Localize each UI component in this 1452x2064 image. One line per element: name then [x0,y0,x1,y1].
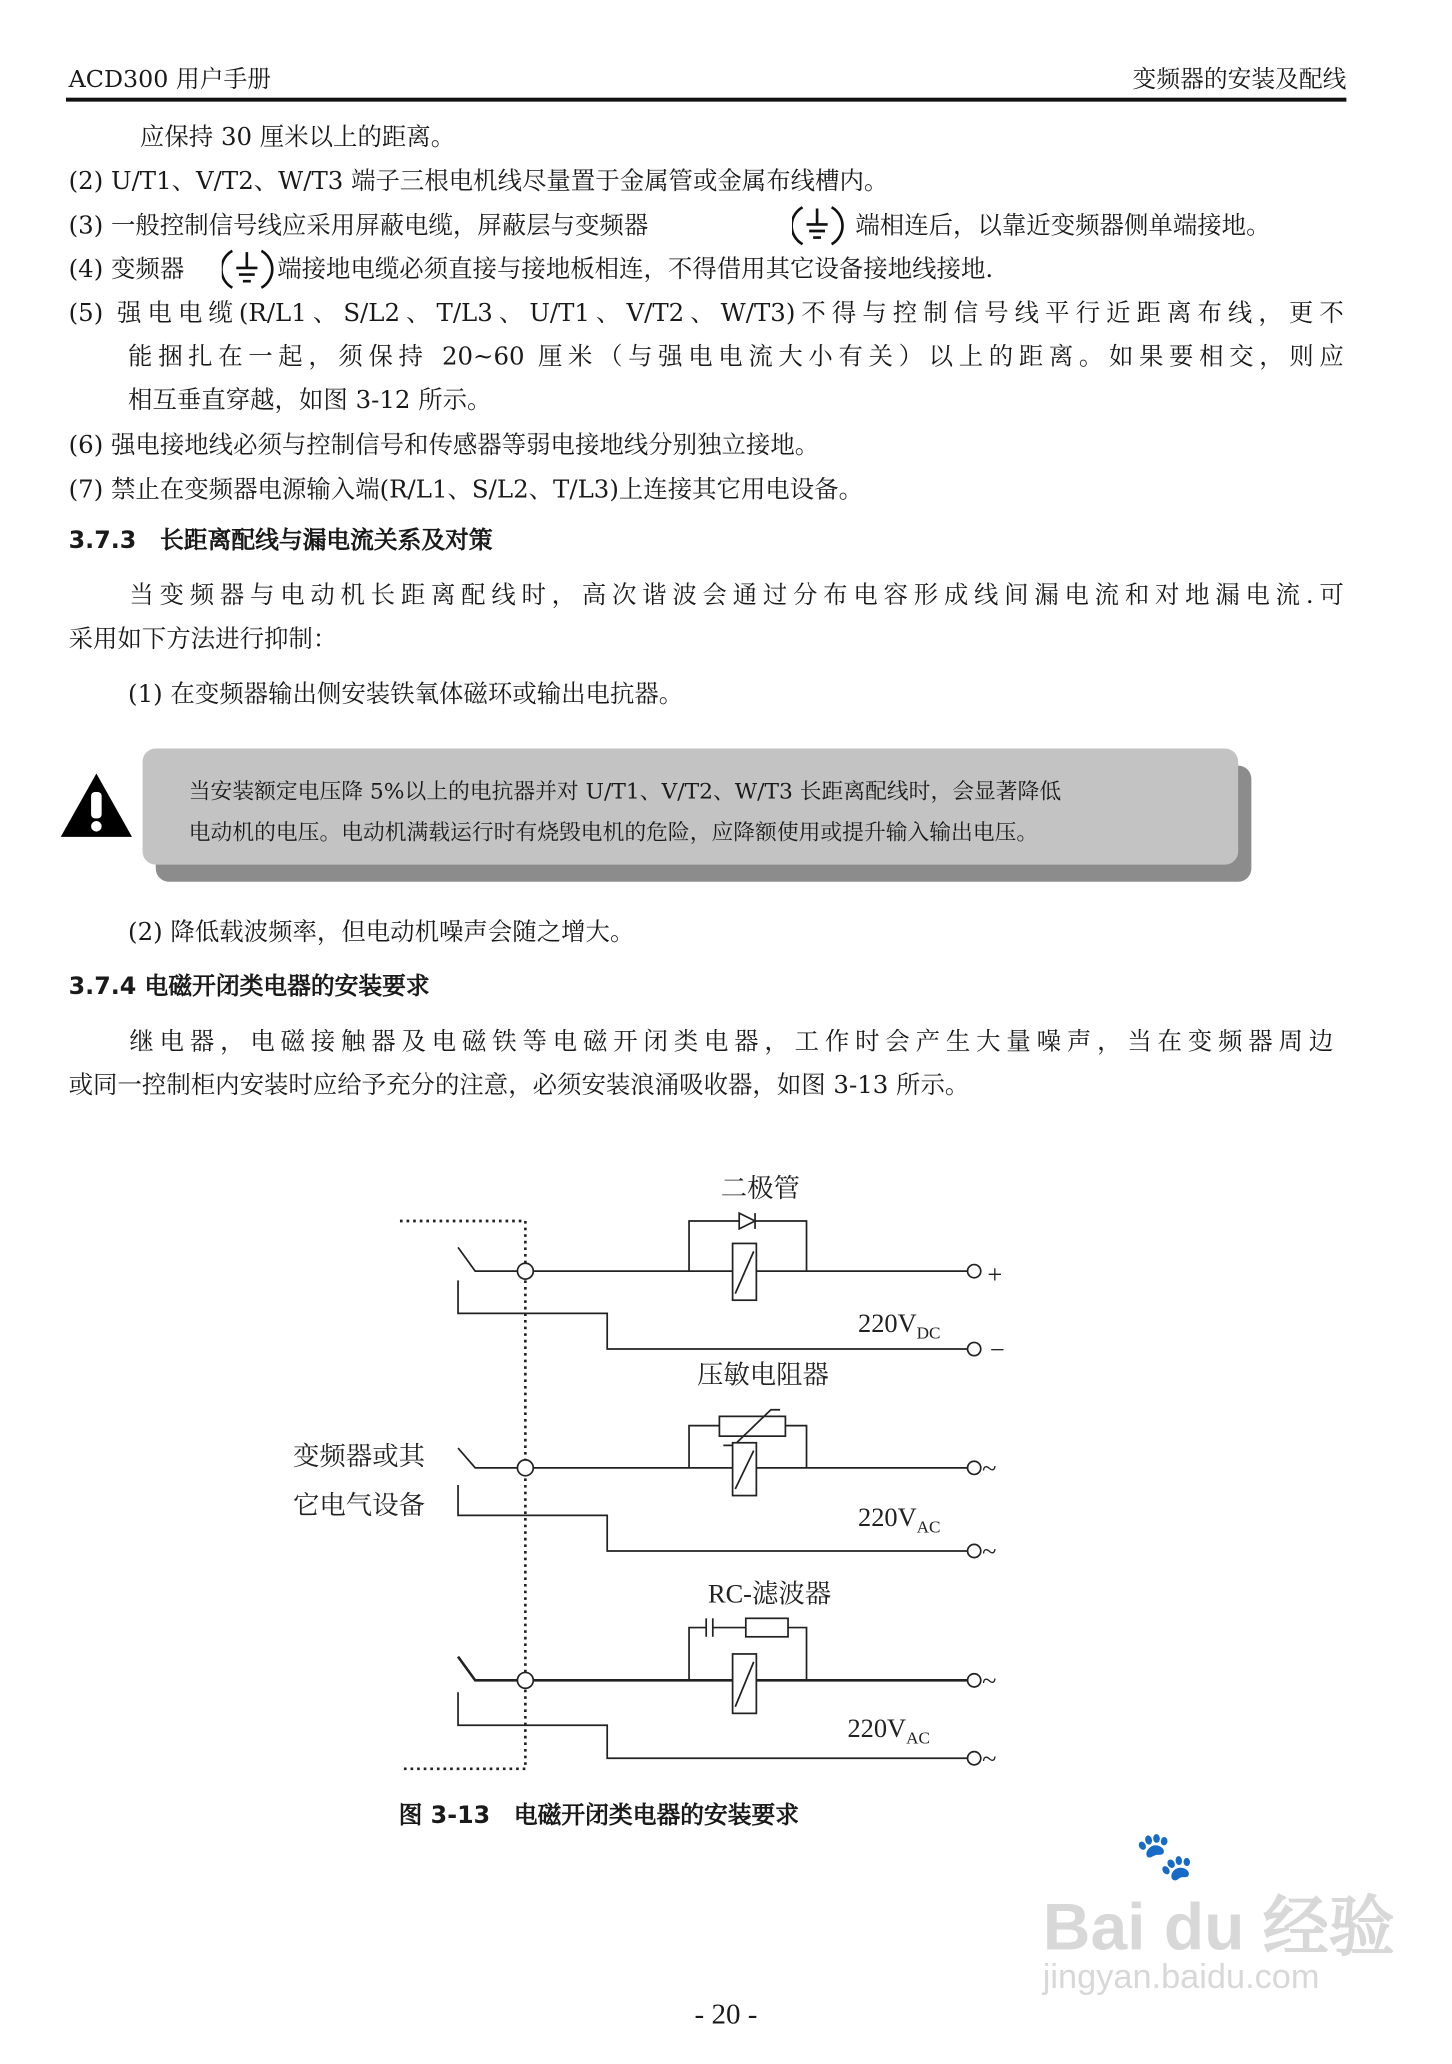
ac-terminal: ~ [982,1453,997,1484]
row1-line [458,1247,968,1271]
text-line: 能捆扎在一起，须保持 20~60 厘米（与强电电流大小有关）以上的距离。如果要相交，则应 [128,343,1344,371]
resistor-icon [746,1618,788,1636]
figure-caption: 图 3-13 电磁开闭类电器的安装要求 [398,1801,800,1830]
watermark-url: jingyan.baidu.com [1042,1956,1320,1996]
paragraph-line: 采用如下方法进行抑制： [68,625,338,654]
text-line: 端相连后，以靠近变频器侧单端接地。 [855,212,1271,241]
minus-terminal: − [990,1334,1005,1365]
voltage-label-dc: $220V_{DC}$ [858,1307,941,1343]
text-line: 应保持 30 厘米以上的距离。 [139,124,456,152]
ac-terminal: ~ [982,1536,997,1567]
paragraph-line: 继电器，电磁接触器及电磁铁等电磁开闭类电器，工作时会产生大量噪声，当在变频器周边 [129,1028,1334,1056]
rc-filter-label: RC-滤波器 [707,1578,832,1609]
header-right: 变频器的安装及配线 [1132,66,1347,94]
section-heading: 3.7.3 长距离配线与漏电流关系及对策 [68,526,493,555]
page-number: - 20 - [694,1997,758,2031]
row3-line [458,1657,968,1681]
device-label: 它电气设备 [293,1490,425,1521]
voltage-label-ac: $220V_{AC}$ [858,1501,941,1537]
list-item: (2) U/T1、V/T2、W/T3 端子三根电机线尽量置于金属管或金属布线槽内。 [68,167,889,196]
list-item: (3) 一般控制信号线应采用屏蔽电缆，屏蔽层与变频器 [68,212,649,241]
list-item: (5) 强电电缆(R/L1、S/L2、T/L3、U/T1、V/T2、W/T3)不得与控制信号线平行近距离布线，更不 [68,299,1344,328]
text-line: 端接地电缆必须直接与接地板相连，不得借用其它设备接地线接地. [277,256,994,284]
text-line: 相互垂直穿越，如图 3-12 所示。 [128,386,492,415]
list-item: (7) 禁止在变频器电源输入端(R/L1、S/L2、T/L3)上连接其它用电设备。 [68,476,864,505]
varistor-label: 压敏电阻器 [696,1359,829,1390]
list-item: (4) 变频器 [68,256,185,284]
ac-terminal: ~ [982,1743,997,1774]
list-item: (6) 强电接地线必须与控制信号和传感器等弱电接地线分别独立接地。 [68,431,820,460]
diode-label: 二极管 [720,1173,800,1204]
header-left: ACD300 用户手册 [68,66,271,94]
diode-icon [739,1213,755,1229]
list-item: (1) 在变频器输出侧安装铁氧体磁环或输出电抗器。 [128,681,684,709]
paw-icon: 🐾 [1135,1828,1195,1883]
row2-line [458,1448,968,1468]
voltage-label-ac: $220V_{AC}$ [847,1713,930,1748]
warning-text: 当安装额定电压降 5%以上的电抗器并对 U/T1、V/T2、W/T3 长距离配线时，会显著降低 [188,778,1062,804]
watermark-brand: Bai du 经验 [1042,1890,1395,1965]
section-heading: 3.7.4 电磁开闭类电器的安装要求 [68,972,430,1001]
paragraph-line: 或同一控制柜内安装时应给予充分的注意，必须安装浪涌吸收器，如图 3-13 所示。 [68,1071,970,1100]
ac-terminal: ~ [982,1665,997,1696]
warning-text: 电动机的电压。电动机满载运行时有烧毁电机的危险，应降额使用或提升输入输出电压。 [188,819,1039,845]
varistor-icon [719,1416,785,1436]
paragraph-line: 当变频器与电动机长距离配线时，高次谐波会通过分布电容形成线间漏电流和对地漏电流.可 [129,582,1344,610]
plus-terminal: + [987,1259,1003,1290]
device-label: 变频器或其 [293,1441,425,1472]
list-item: (2) 降低载波频率，但电动机噪声会随之增大。 [128,918,635,947]
